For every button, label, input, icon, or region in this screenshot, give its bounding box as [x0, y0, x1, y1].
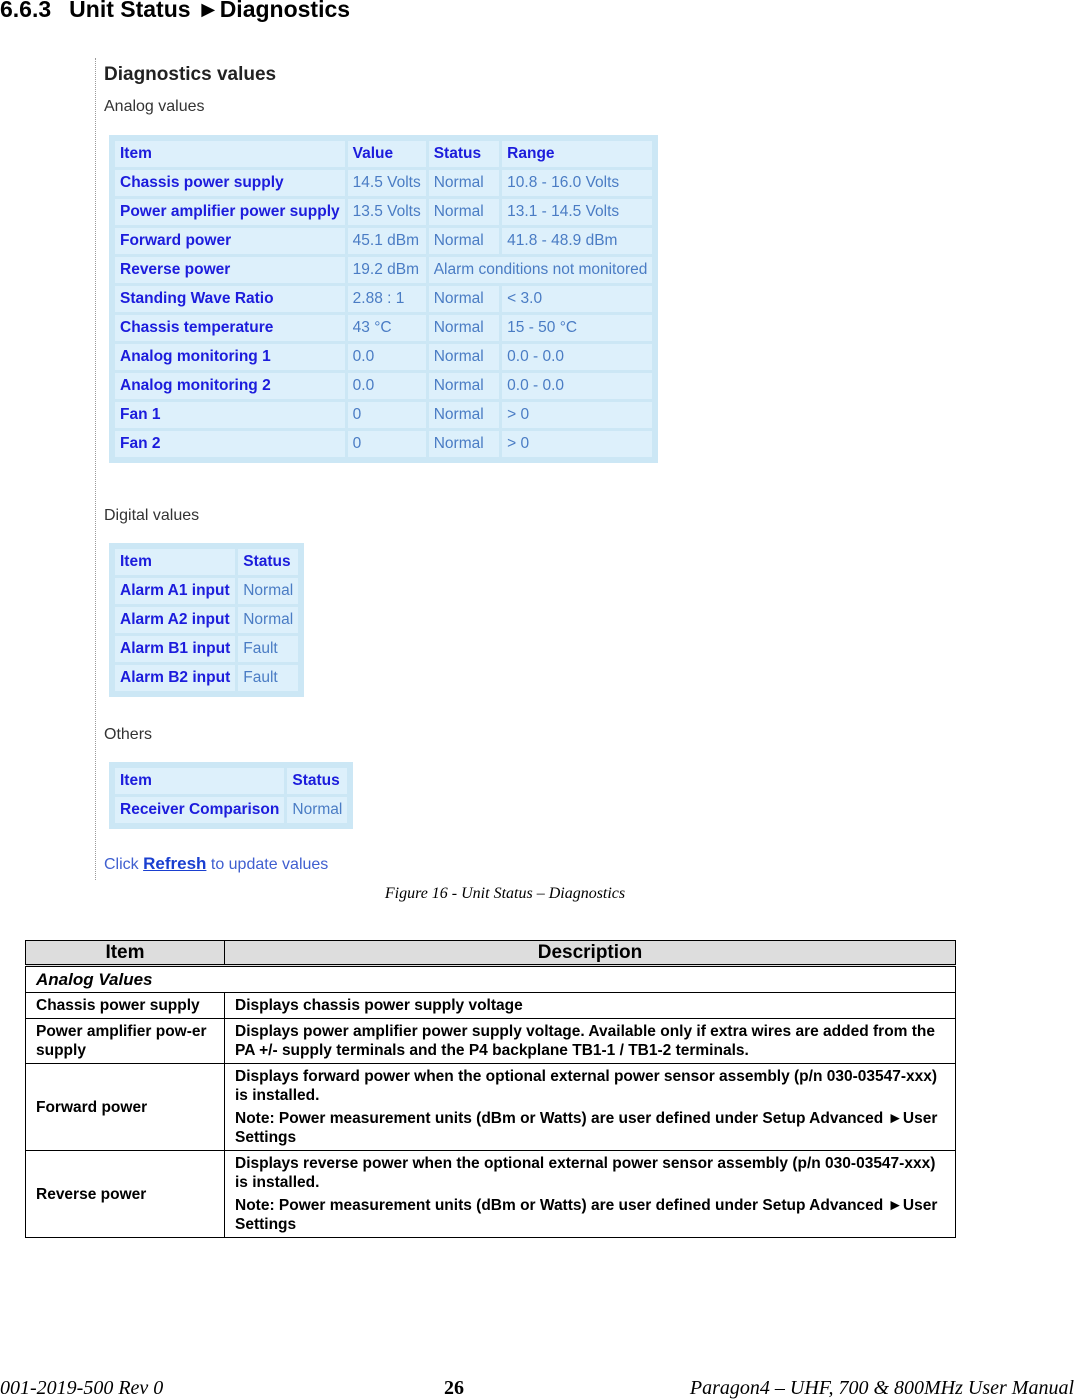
description-cell: [225, 993, 956, 1019]
description-paragraph: Displays forward power when the optional external power sensor assembly (p/n 030-03547-xxx) is installed.: [235, 1068, 938, 1104]
item-cell: Power amplifier power supply: [115, 199, 345, 225]
table-row: [115, 199, 652, 225]
item-cell: Chassis power supply: [26, 993, 225, 1019]
range-cell: 15 - 50 °C: [502, 315, 652, 341]
item-cell: Reverse power: [115, 257, 345, 283]
status-cell: Normal: [429, 373, 499, 399]
description-table: [25, 940, 956, 1238]
table-row: [115, 257, 652, 283]
table-row: [26, 1151, 956, 1238]
value-cell: 19.2 dBm: [348, 257, 426, 283]
column-header: Status: [238, 549, 298, 575]
value-cell: 2.88 : 1: [348, 286, 426, 312]
value-cell: 45.1 dBm: [348, 228, 426, 254]
refresh-link[interactable]: Refresh: [143, 854, 207, 873]
description-paragraph: Note: Power measurement units (dBm or Watts) are user defined under Setup Advanced ►User Settings: [235, 1197, 938, 1233]
table-row: [115, 797, 347, 823]
range-cell: 0.0 - 0.0: [502, 373, 652, 399]
column-header: Value: [348, 141, 426, 167]
status-cell: Normal: [429, 286, 499, 312]
range-cell: 0.0 - 0.0: [502, 344, 652, 370]
value-cell: 43 °C: [348, 315, 426, 341]
status-cell: Alarm conditions not monitored: [429, 257, 653, 283]
description-paragraph: Displays power amplifier power supply voltage. Available only if extra wires are added from the PA +/- supply terminals and the P4 backplane TB1-1 / TB1-2 terminals.: [235, 1023, 936, 1059]
status-cell: Normal: [429, 315, 499, 341]
item-cell: Alarm A2 input: [115, 607, 235, 633]
table-row: [115, 170, 652, 196]
figure-caption: Figure 16 - Unit Status – Diagnostics: [384, 885, 626, 902]
table-row: [115, 665, 298, 691]
refresh-suffix: to update values: [206, 856, 329, 873]
table-row: [115, 607, 298, 633]
status-cell: Normal: [429, 170, 499, 196]
item-cell: Alarm B2 input: [115, 665, 235, 691]
status-cell: Normal: [238, 607, 298, 633]
status-cell: Fault: [238, 665, 298, 691]
column-header: Item: [115, 549, 235, 575]
table-row: [26, 993, 956, 1019]
header-row: [115, 141, 652, 167]
diagnostics-title: Diagnostics values: [104, 64, 277, 85]
table-row: [115, 402, 652, 428]
digital-values-table: [109, 543, 304, 697]
item-cell: Alarm A1 input: [115, 578, 235, 604]
section-heading: [0, 0, 350, 23]
description-paragraph: Displays reverse power when the optional external power sensor assembly (p/n 030-03547-xxx) is installed.: [235, 1155, 936, 1191]
header-row: [115, 768, 347, 794]
section-title: Unit Status ►Diagnostics: [69, 0, 351, 22]
status-cell: Normal: [429, 402, 499, 428]
description-cell: [225, 1019, 956, 1064]
item-cell: Fan 2: [115, 431, 345, 457]
range-cell: > 0: [502, 431, 652, 457]
table-row: [115, 636, 298, 662]
status-cell: Normal: [429, 344, 499, 370]
item-cell: Chassis temperature: [115, 315, 345, 341]
header-row: [115, 549, 298, 575]
item-cell: Forward power: [26, 1064, 225, 1151]
status-cell: Normal: [429, 431, 499, 457]
column-header: Item: [115, 141, 345, 167]
range-cell: 10.8 - 16.0 Volts: [502, 170, 652, 196]
value-cell: 0.0: [348, 344, 426, 370]
table-row: [115, 315, 652, 341]
header-row: [26, 941, 956, 966]
table-row: [26, 1019, 956, 1064]
footer-doc-number: 001-2019-500 Rev 0: [0, 1377, 164, 1399]
page-number: 26: [444, 1377, 464, 1399]
table-row: [26, 1064, 956, 1151]
item-header: Item: [26, 941, 225, 966]
footer-manual-title: Paragon4 – UHF, 700 & 800MHz User Manual: [689, 1377, 1074, 1399]
table-row: [115, 431, 652, 457]
column-header: Status: [287, 768, 347, 794]
description-cell: [225, 1151, 956, 1238]
refresh-line: [104, 854, 328, 874]
item-cell: Analog monitoring 1: [115, 344, 345, 370]
item-cell: Fan 1: [115, 402, 345, 428]
item-cell: Standing Wave Ratio: [115, 286, 345, 312]
item-cell: Receiver Comparison: [115, 797, 284, 823]
item-cell: Chassis power supply: [115, 170, 345, 196]
table-row: [115, 228, 652, 254]
diagnostics-screenshot: [95, 58, 696, 880]
analog-values-table: [109, 135, 658, 463]
item-cell: Forward power: [115, 228, 345, 254]
table-row: [115, 578, 298, 604]
status-cell: Normal: [429, 228, 499, 254]
range-cell: 41.8 - 48.9 dBm: [502, 228, 652, 254]
column-header: Status: [429, 141, 499, 167]
item-cell: Power amplifier pow-er supply: [26, 1019, 225, 1064]
item-cell: Alarm B1 input: [115, 636, 235, 662]
value-cell: 13.5 Volts: [348, 199, 426, 225]
table-row: [115, 373, 652, 399]
status-cell: Fault: [238, 636, 298, 662]
status-cell: Normal: [287, 797, 347, 823]
group-row: [26, 966, 956, 993]
range-cell: > 0: [502, 402, 652, 428]
description-header: Description: [225, 941, 956, 966]
description-cell: [225, 1064, 956, 1151]
value-cell: 0.0: [348, 373, 426, 399]
table-row: [115, 344, 652, 370]
table-row: [115, 286, 652, 312]
item-cell: Analog monitoring 2: [115, 373, 345, 399]
refresh-prefix: Click: [104, 856, 144, 873]
range-cell: 13.1 - 14.5 Volts: [502, 199, 652, 225]
value-cell: 0: [348, 431, 426, 457]
others-table: [109, 762, 353, 829]
item-cell: Reverse power: [26, 1151, 225, 1238]
section-number: 6.6.3: [0, 0, 52, 22]
group-label: Analog Values: [26, 966, 956, 993]
status-cell: Normal: [238, 578, 298, 604]
digital-values-label: Digital values: [104, 507, 200, 524]
range-cell: < 3.0: [502, 286, 652, 312]
status-cell: Normal: [429, 199, 499, 225]
value-cell: 0: [348, 402, 426, 428]
description-paragraph: Note: Power measurement units (dBm or Watts) are user defined under Setup Advanced ►User Settings: [235, 1110, 938, 1146]
column-header: Item: [115, 768, 284, 794]
column-header: Range: [502, 141, 652, 167]
value-cell: 14.5 Volts: [348, 170, 426, 196]
analog-values-label: Analog values: [104, 98, 205, 115]
description-paragraph: Displays chassis power supply voltage: [235, 997, 523, 1014]
others-label: Others: [104, 726, 153, 743]
